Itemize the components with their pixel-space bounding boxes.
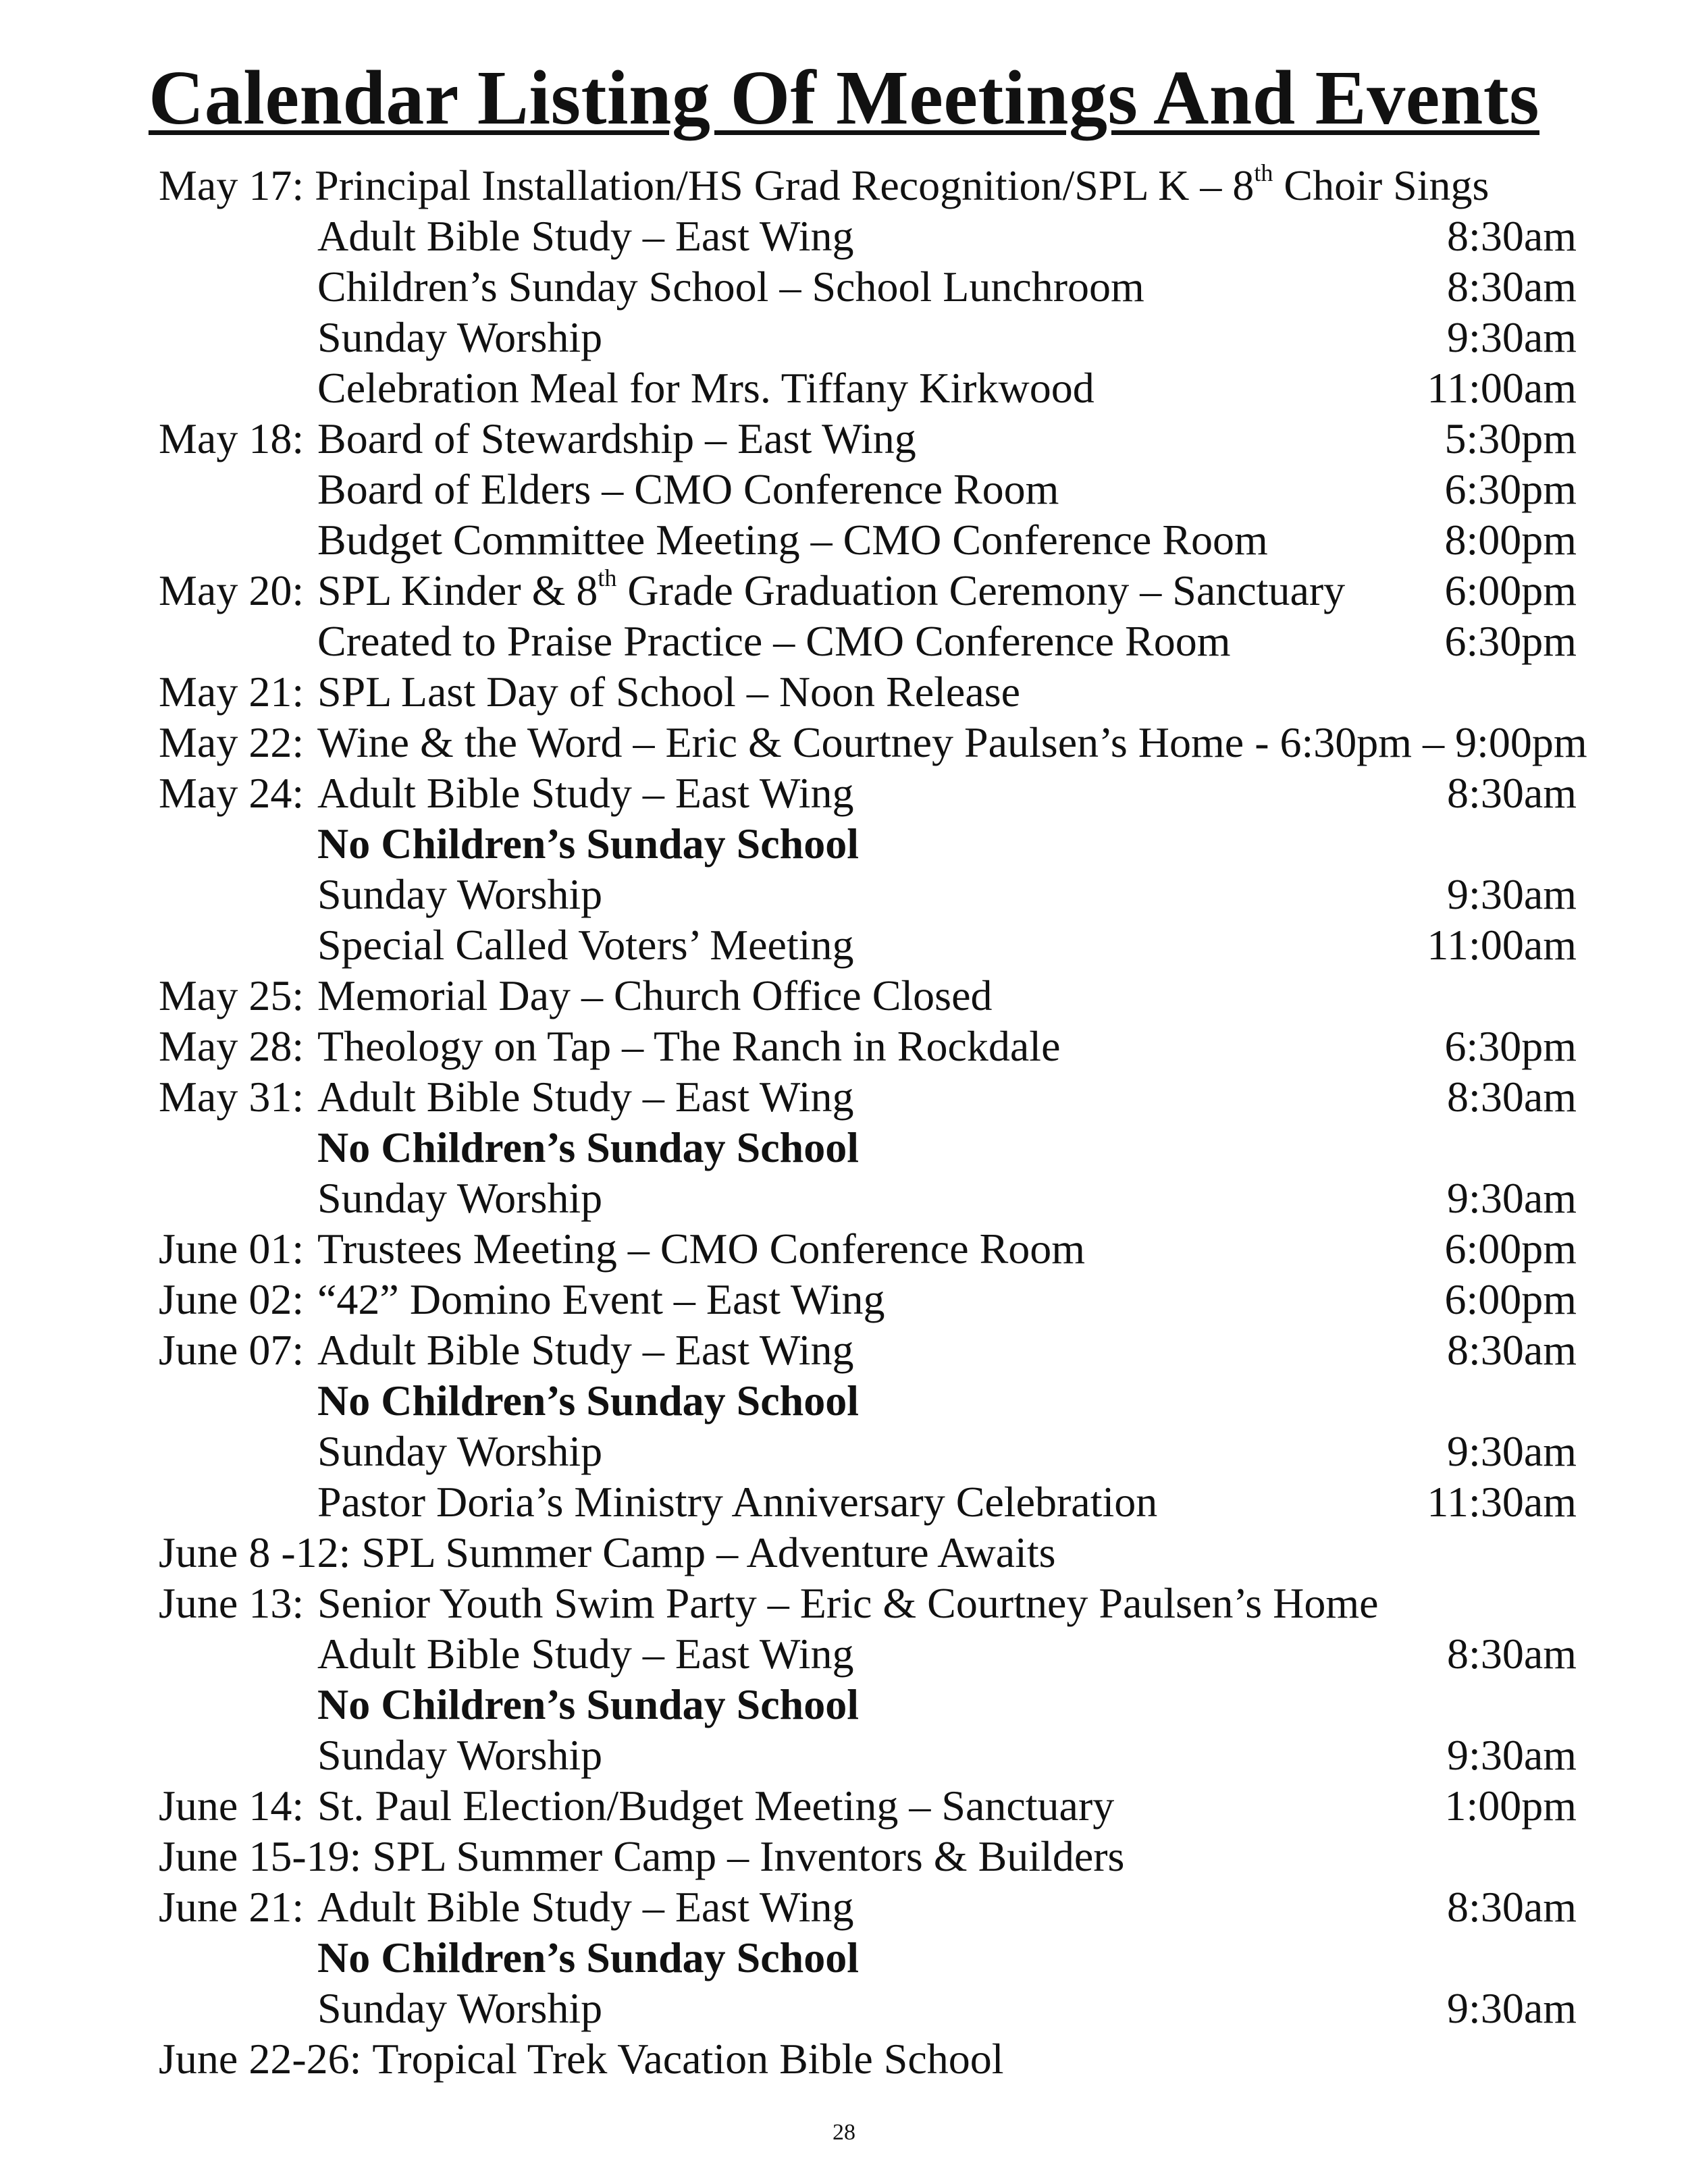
event-date: June 21: [159,1883,305,1931]
event-description [317,261,1144,312]
event-row [159,818,1577,869]
event-text: Theology on Tap – The Ranch in Rockdale [317,1022,1061,1070]
event-date: May 22: [159,718,305,766]
event-date: May 24: [159,769,305,817]
event-row [159,1628,1577,1679]
event-text: SPL Summer Camp – Adventure Awaits [361,1528,1056,1576]
event-description [317,1173,602,1223]
event-text-continued: Grade Graduation Ceremony – Sanctuary [616,566,1346,614]
event-description [317,1071,853,1122]
event-text: “42” Domino Event – East Wing [317,1275,885,1323]
event-row [159,464,1577,514]
event-text: Wine & the Word – Eric & Courtney Paulsen’s Home - 6:30pm – 9:00pm [317,718,1587,766]
ordinal-superscript: th [598,564,617,591]
event-time: 6:00pm [1444,566,1577,614]
ordinal-superscript: th [1254,159,1273,186]
event-row [159,1679,1577,1730]
event-text: Principal Installation/HS Grad Recognition/SPL K – 8 [315,161,1255,209]
event-row [159,211,1577,261]
event-text: Celebration Meal for Mrs. Tiffany Kirkwood [317,364,1094,412]
event-description [317,1223,1085,1274]
event-description [361,1527,1055,1578]
event-description [317,312,602,363]
event-row [159,717,1587,768]
event-row [159,666,1577,717]
event-text: Adult Bible Study – East Wing [317,212,854,260]
event-text: SPL Summer Camp – Inventors & Builders [372,1832,1125,1880]
event-date: May 18: [159,415,305,462]
event-time: 8:30am [1447,1073,1577,1121]
event-date: June 8 -12: [159,1528,351,1576]
event-row [159,1122,1577,1173]
event-description [317,1628,853,1679]
event-row [159,869,1577,920]
event-date: June 07: [159,1326,305,1374]
event-time: 11:30am [1427,1478,1577,1526]
event-description [317,413,916,464]
event-time: 9:30am [1447,313,1577,361]
event-date: June 02: [159,1275,305,1323]
event-row [159,1983,1577,2033]
event-description [317,869,602,920]
event-date: May 21: [159,668,305,716]
event-time: 8:30am [1447,212,1577,260]
event-date: June 15-19: [159,1832,362,1880]
event-date: June 01: [159,1225,305,1273]
event-time: 8:30am [1447,1883,1577,1931]
event-row [159,1071,1577,1122]
event-time: 8:00pm [1444,516,1577,564]
event-time: 11:00am [1427,921,1577,969]
event-text: Sunday Worship [317,1731,603,1779]
event-row [159,1882,1577,1932]
event-description [317,1375,859,1426]
event-row [159,1932,1577,1983]
event-description [317,514,1268,565]
event-description [317,464,1059,514]
event-time: 9:30am [1447,870,1577,918]
event-description [317,818,859,869]
event-description [315,160,1489,211]
event-text: Sunday Worship [317,1984,603,2032]
event-row [159,363,1577,413]
event-description [317,768,853,818]
event-description [317,1882,853,1932]
event-time: 8:30am [1447,1630,1577,1678]
event-text: Adult Bible Study – East Wing [317,769,854,817]
event-description [317,1122,859,1173]
event-description [317,1325,853,1375]
event-time: 6:00pm [1444,1225,1577,1273]
event-text: No Children’s Sunday School [317,1680,860,1728]
event-row [159,514,1577,565]
event-row [159,1223,1577,1274]
event-text: Senior Youth Swim Party – Eric & Courtney Paulsen’s Home [317,1579,1379,1627]
event-text: Tropical Trek Vacation Bible School [372,2035,1004,2083]
event-text: Board of Elders – CMO Conference Room [317,465,1059,513]
event-description [317,666,1020,717]
event-time: 6:30pm [1444,465,1577,513]
event-description [317,920,854,970]
event-text: SPL Last Day of School – Noon Release [317,668,1021,716]
event-text: Budget Committee Meeting – CMO Conference Room [317,516,1268,564]
event-row [159,312,1577,363]
event-row [159,261,1577,312]
event-text: Created to Praise Practice – CMO Conference Room [317,617,1231,665]
event-text: No Children’s Sunday School [317,1934,860,1981]
event-row [159,413,1577,464]
event-date: May 25: [159,971,305,1019]
event-row [159,1173,1577,1223]
event-date: June 22-26: [159,2035,362,2083]
event-description [317,1932,859,1983]
page-title [0,55,1688,140]
event-description [317,1679,859,1730]
event-time: 9:30am [1447,1427,1577,1475]
event-text: Board of Stewardship – East Wing [317,415,916,462]
event-row [159,1527,1577,1578]
event-listing [159,159,1587,2084]
event-text: Trustees Meeting – CMO Conference Room [317,1225,1086,1273]
event-row [159,768,1577,818]
event-text: Pastor Doria’s Ministry Anniversary Celebration [317,1478,1158,1526]
event-date: May 28: [159,1022,305,1070]
event-description [317,970,992,1021]
event-description [317,1021,1060,1071]
event-row [159,920,1577,970]
event-row [159,565,1577,616]
event-row [159,1831,1577,1882]
event-text: Sunday Worship [317,313,603,361]
event-description [317,1578,1379,1628]
event-time: 9:30am [1447,1984,1577,2032]
event-description [317,1426,602,1476]
event-text: Memorial Day – Church Office Closed [317,971,993,1019]
event-row [159,1325,1577,1375]
event-row [159,1730,1577,1780]
event-description [317,1983,602,2033]
event-text: Adult Bible Study – East Wing [317,1073,854,1121]
event-description [317,717,1587,768]
event-text: St. Paul Election/Budget Meeting – Sanctuary [317,1782,1115,1830]
event-time: 8:30am [1447,1326,1577,1374]
event-text: No Children’s Sunday School [317,1377,860,1424]
event-text: Adult Bible Study – East Wing [317,1630,854,1678]
event-description [372,1831,1124,1882]
event-row [159,160,1577,211]
event-text: Adult Bible Study – East Wing [317,1326,854,1374]
event-time: 8:30am [1447,769,1577,817]
page-number: 28 [833,2120,855,2145]
event-date: May 17: [159,161,305,209]
event-time: 5:30pm [1444,415,1577,462]
event-description [317,363,1094,413]
event-row [159,970,1577,1021]
event-description [317,1780,1114,1831]
event-time: 6:30pm [1444,1022,1577,1070]
event-time: 9:30am [1447,1174,1577,1222]
event-description [317,1476,1157,1527]
event-text: SPL Kinder & 8 [317,566,598,614]
event-row [159,1021,1577,1071]
event-description [317,1274,885,1325]
event-text: Sunday Worship [317,870,603,918]
event-date: May 20: [159,566,305,614]
event-row [159,2033,1577,2084]
event-text: No Children’s Sunday School [317,820,860,868]
event-text-continued: Choir Sings [1273,161,1489,209]
event-time: 6:00pm [1444,1275,1577,1323]
event-description [317,1730,602,1780]
event-row [159,1274,1577,1325]
event-row [159,1476,1577,1527]
event-text: Sunday Worship [317,1427,603,1475]
event-text: Adult Bible Study – East Wing [317,1883,854,1931]
event-description [317,211,853,261]
event-time: 1:00pm [1444,1782,1577,1830]
event-text: Special Called Voters’ Meeting [317,921,854,969]
event-date: June 14: [159,1782,305,1830]
event-text: No Children’s Sunday School [317,1123,860,1171]
page-title-text: Calendar Listing Of Meetings And Events [148,55,1540,140]
event-row [159,1578,1577,1628]
event-row [159,1426,1577,1476]
event-text: Sunday Worship [317,1174,603,1222]
event-description [317,616,1231,666]
event-date: May 31: [159,1073,305,1121]
event-row [159,1375,1577,1426]
event-description [372,2033,1003,2084]
event-time: 11:00am [1427,364,1577,412]
event-time: 8:30am [1447,263,1577,311]
event-text: Children’s Sunday School – School Lunchroom [317,263,1144,311]
event-time: 9:30am [1447,1731,1577,1779]
event-description [317,565,1345,616]
event-date: June 13: [159,1579,305,1627]
event-row [159,1780,1577,1831]
event-row [159,616,1577,666]
event-time: 6:30pm [1444,617,1577,665]
